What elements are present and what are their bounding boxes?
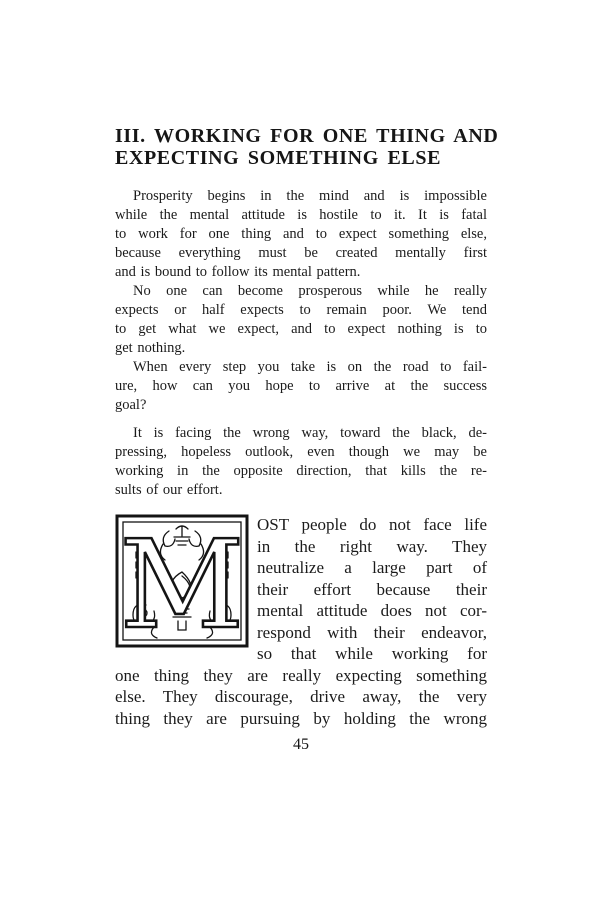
paragraph <box>115 358 487 415</box>
text-line: working in the opposite direction, that kills the re- <box>115 463 487 479</box>
text-line: Prosperity begins in the mind and is impossible <box>133 188 487 204</box>
dropcap-paragraph <box>115 514 487 729</box>
text-line: sults of our effort. <box>115 482 223 498</box>
text-line: and is bound to follow its mental pattern. <box>115 264 361 280</box>
text-line: thing they are pursuing by holding the wrong <box>115 708 487 728</box>
text-line: to get what we expect, and to expect nothing is to <box>115 321 487 337</box>
text-line: OST people do not face life <box>257 515 487 534</box>
dropcap-full-text <box>115 665 487 730</box>
book-page <box>115 125 499 754</box>
text-line: in the right way. They <box>257 536 487 556</box>
text-line: else. They discourage, drive away, the very <box>115 687 487 706</box>
heading-line: EXPECTING SOMETHING ELSE <box>115 147 442 169</box>
chapter-heading <box>115 125 499 169</box>
text-line: expects or half expects to remain poor. We tend <box>115 302 487 318</box>
text-line: neutralize a large part of <box>257 558 487 577</box>
text-line: goal? <box>115 397 147 413</box>
text-line: one thing they are really expecting something <box>115 665 487 685</box>
text-line: When every step you take is on the road to fail- <box>133 359 487 375</box>
text-line: while the mental attitude is hostile to it. It is fatal <box>115 207 487 223</box>
text-line: get nothing. <box>115 340 186 356</box>
text-line: their effort because their <box>257 579 487 599</box>
paragraph <box>115 187 487 282</box>
paragraph <box>115 424 487 500</box>
text-line: because everything must be created mentally first <box>115 245 487 261</box>
heading-line: III. WORKING FOR ONE THING AND <box>115 125 499 147</box>
text-line: mental attitude does not cor- <box>257 601 487 620</box>
drop-cap-initial-m-icon <box>115 514 249 648</box>
svg-text:M: M <box>119 514 245 648</box>
intro-block <box>115 187 487 500</box>
text-line: pressing, hopeless outlook, even though we may be <box>115 444 487 460</box>
text-line: to work for one thing and to expect something else, <box>115 226 487 242</box>
text-line: respond with their endeavor, <box>257 622 487 642</box>
page-number: 45 <box>293 736 309 753</box>
text-line: ure, how can you hope to arrive at the success <box>115 378 487 394</box>
text-line: It is facing the wrong way, toward the black, de- <box>133 425 487 441</box>
paragraph <box>115 282 487 358</box>
text-line: so that while working for <box>257 644 487 663</box>
text-line: No one can become prosperous while he really <box>133 283 487 299</box>
